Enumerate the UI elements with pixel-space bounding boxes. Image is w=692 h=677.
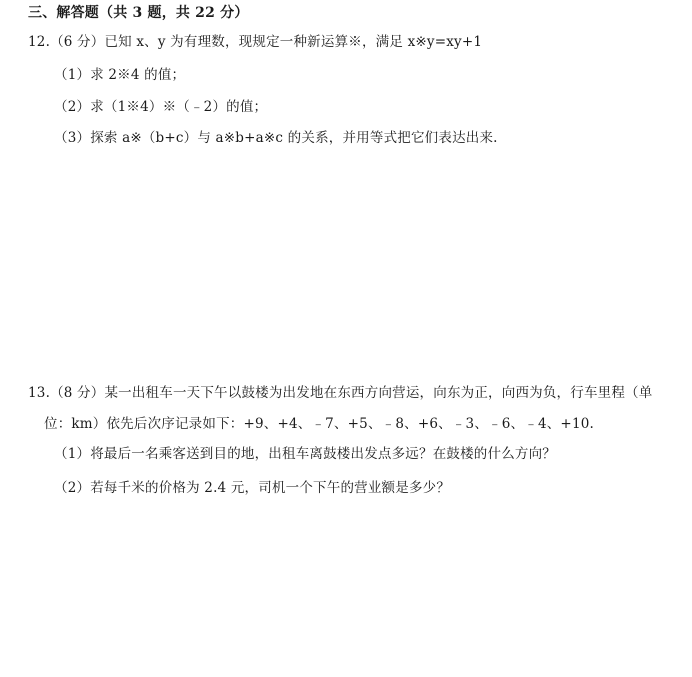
question-12-part-3: （3）探索 a※（b+c）与 a※b+a※c 的关系，并用等式把它们表达出来. <box>54 130 498 146</box>
section-heading: 三、解答题（共 3 题，共 22 分） <box>28 5 249 21</box>
question-12-stem: 12.（6 分）已知 x、y 为有理数，现规定一种新运算※，满足 x※y=xy+1 <box>28 34 483 50</box>
question-13-stem-continued: 位：km）依先后次序记录如下：+9、+4、﹣7、+5、﹣8、+6、﹣3、﹣6、﹣4、+10. <box>44 416 595 432</box>
question-13-part-2: （2）若每千米的价格为 2.4 元，司机一个下午的营业额是多少？ <box>54 480 451 496</box>
question-13-part-1: （1）将最后一名乘客送到目的地，出租车离鼓楼出发点多远？在鼓楼的什么方向？ <box>54 446 556 462</box>
question-12-part-1: （1）求 2※4 的值； <box>54 67 186 83</box>
question-13-stem: 13.（8 分）某一出租车一天下午以鼓楼为出发地在东西方向营运，向东为正，向西为负，行车里程（单 <box>28 385 653 401</box>
question-12-part-2: （2）求（1※4）※（﹣2）的值； <box>54 99 268 115</box>
